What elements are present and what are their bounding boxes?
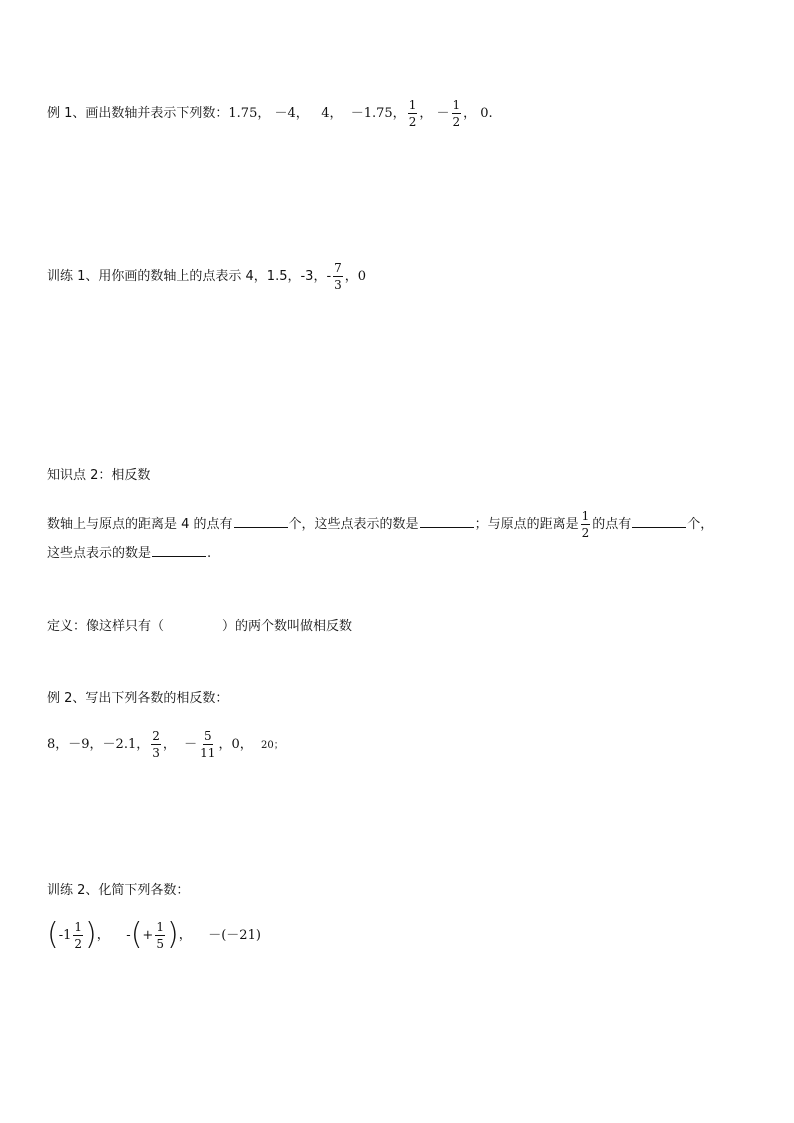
value: ， 0.: [463, 106, 493, 121]
separator: ，: [162, 737, 176, 752]
right-paren: ): [85, 917, 97, 952]
numerator: 1: [74, 919, 83, 934]
expression-c: －(－21): [208, 927, 261, 943]
value: 4，: [321, 106, 343, 121]
denominator: 5: [156, 936, 164, 951]
question-text: 这些点表示的数是: [47, 546, 152, 561]
denominator: 3: [334, 278, 342, 292]
example-1-label: 例 1、画出数轴并表示下列数：: [47, 106, 229, 121]
separator: ，: [419, 106, 433, 121]
denominator: 2: [581, 526, 590, 540]
value: 8，－9，－2.1，: [47, 737, 150, 752]
training-2-expressions: [47, 917, 261, 952]
fraction: [333, 262, 343, 291]
definition: [47, 620, 352, 633]
fraction: [408, 99, 418, 128]
value: 1.75，: [228, 106, 271, 121]
numerator: 5: [203, 729, 212, 743]
minus-sign: －: [436, 106, 450, 121]
fraction: [581, 510, 591, 539]
separator: ，: [96, 927, 110, 943]
numerator: 7: [334, 261, 342, 275]
answer-blank[interactable]: [152, 545, 206, 557]
numerator: 1: [156, 919, 164, 934]
denominator: 2: [408, 115, 417, 129]
fraction: [452, 99, 462, 128]
fraction: [199, 730, 216, 759]
answer-blank[interactable]: [420, 516, 474, 528]
left-paren: (: [130, 917, 143, 952]
integer-part: -1: [58, 927, 72, 943]
right-paren: ): [166, 917, 179, 952]
denominator: 2: [74, 936, 83, 951]
training-1-label: 训练 1、用你画的数轴上的点表示 4，1.5，-3，-: [47, 269, 332, 284]
expression-a: [47, 917, 97, 952]
denominator: 3: [152, 746, 160, 760]
value: ，0: [344, 269, 367, 284]
plus-sign: +: [142, 927, 154, 943]
minus-sign: -: [126, 927, 131, 943]
denominator: 11: [200, 746, 216, 760]
separator: ，: [178, 927, 192, 943]
denominator: 2: [452, 115, 461, 129]
fraction: [73, 921, 83, 950]
training-2-label: 训练 2、化简下列各数：: [47, 883, 190, 898]
minus-sign: －: [184, 737, 198, 752]
value: ，0，: [218, 737, 253, 752]
period: .: [207, 546, 212, 561]
numerator: 1: [581, 509, 590, 523]
fraction: [155, 921, 165, 950]
question-text: 数轴上与原点的距离是 4 的点有: [47, 517, 233, 532]
definition-text: ）的两个数叫做相反数: [222, 619, 353, 634]
training-1: [47, 262, 366, 291]
question-text: ；与原点的距离是: [474, 517, 579, 532]
value: 20；: [260, 740, 284, 751]
numerator: 1: [408, 98, 417, 112]
question-text: 个，这些点表示的数是: [288, 517, 419, 532]
numerator: 2: [152, 729, 160, 743]
example-2-values: [47, 730, 284, 759]
question-line-1: [47, 510, 713, 539]
numerator: 1: [452, 98, 461, 112]
answer-blank[interactable]: [632, 516, 686, 528]
example-2-label: 例 2、写出下列各数的相反数：: [47, 691, 229, 706]
definition-text: 定义：像这样只有（: [47, 619, 165, 634]
question-text: 个，: [687, 517, 714, 532]
example-1: [47, 99, 493, 128]
expression-b: [126, 917, 179, 952]
value: －4，: [274, 106, 309, 121]
fraction: [151, 730, 161, 759]
question-line-2: [47, 545, 211, 560]
value: －1.75，: [350, 106, 406, 121]
answer-blank[interactable]: [234, 516, 288, 528]
knowledge-point-2-title: 知识点 2：相反数: [47, 468, 151, 483]
left-paren: (: [47, 917, 59, 952]
question-text: 的点有: [592, 517, 632, 532]
